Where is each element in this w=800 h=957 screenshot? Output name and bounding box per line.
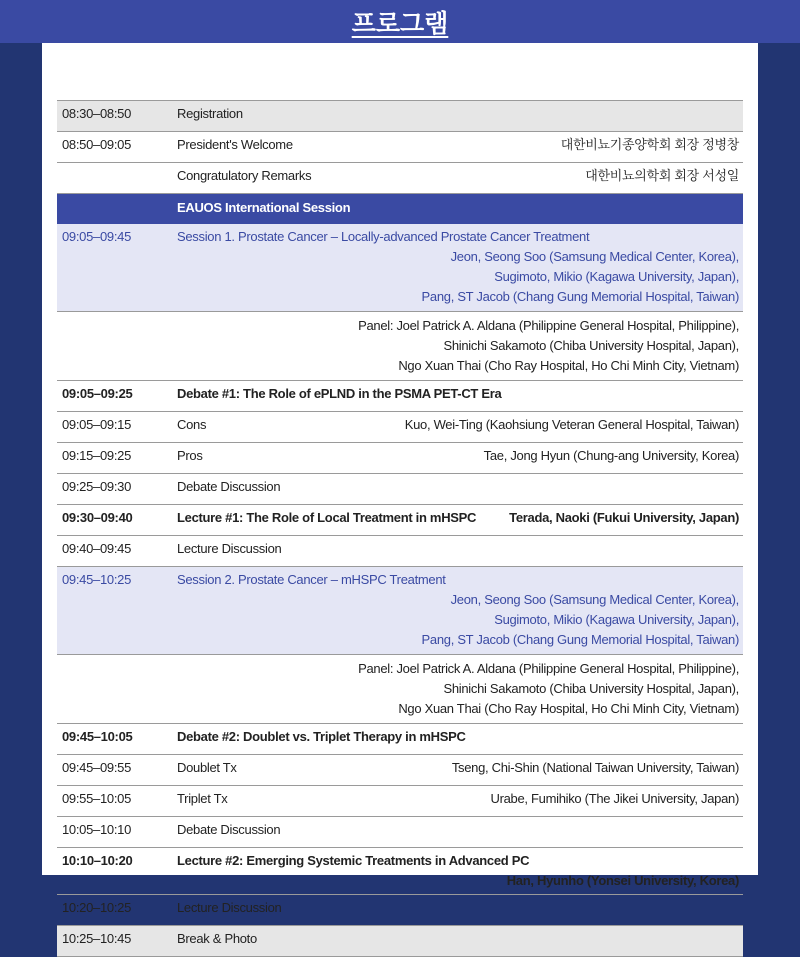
title-cell: Lecture Discussion (173, 536, 743, 567)
time-cell: 08:50–09:05 (57, 132, 173, 163)
table-row (57, 926, 743, 957)
panel-cell (173, 312, 743, 381)
table-row (57, 474, 743, 505)
session-title: Session 1. Prostate Cancer – Locally-advanced Prostate Cancer Treatment (177, 229, 590, 244)
row-title: President's Welcome (177, 137, 293, 152)
time-cell: 09:40–09:45 (57, 536, 173, 567)
row-title: Lecture #1: The Role of Local Treatment in mHSPC (177, 510, 477, 525)
panel-member: Shinichi Sakamoto (Chiba University Hospital, Japan), (443, 338, 739, 353)
panel-member: Ngo Xuan Thai (Cho Ray Hospital, Ho Chi Minh City, Vietnam) (398, 358, 739, 373)
time-cell: 10:10–10:20 (57, 848, 173, 895)
row-title: Lecture #2: Emerging Systemic Treatments in Advanced PC (177, 853, 530, 868)
time-cell: 10:20–10:25 (57, 895, 173, 926)
table-row (57, 724, 743, 755)
row-speaker: Kuo, Wei-Ting (Kaohsiung Veteran General Hospital, Taiwan) (404, 417, 739, 432)
time-cell: 10:05–10:10 (57, 817, 173, 848)
session-cell (173, 567, 743, 655)
table-row (57, 412, 743, 443)
session-chair: Jeon, Seong Soo (Samsung Medical Center, Korea), (450, 249, 739, 264)
panel-member: Panel: Joel Patrick A. Aldana (Philippine General Hospital, Philippine), (358, 318, 739, 333)
time-cell: 10:25–10:45 (57, 926, 173, 957)
row-title: Congratulatory Remarks (177, 168, 312, 183)
section-header-row (57, 194, 743, 225)
row-speaker: 대한비뇨의학회 회장 서성일 (585, 168, 739, 183)
time-cell: 09:45–09:55 (57, 755, 173, 786)
title-cell: Debate Discussion (173, 817, 743, 848)
row-speaker: Terada, Naoki (Fukui University, Japan) (509, 510, 739, 525)
panel-row (57, 655, 743, 724)
panel-row (57, 312, 743, 381)
table-row (57, 163, 743, 194)
session-chair: Pang, ST Jacob (Chang Gung Memorial Hospital, Taiwan) (421, 289, 739, 304)
time-cell: 09:30–09:40 (57, 505, 173, 536)
session-chair: Pang, ST Jacob (Chang Gung Memorial Hospital, Taiwan) (421, 632, 739, 647)
table-row (57, 381, 743, 412)
title-cell: Lecture Discussion (173, 895, 743, 926)
title-cell (173, 412, 743, 443)
row-speaker: 대한비뇨기종양학회 회장 정병창 (560, 137, 739, 152)
table-row (57, 895, 743, 926)
time-cell (57, 163, 173, 194)
time-cell: 08:30–08:50 (57, 101, 173, 132)
table-row (57, 755, 743, 786)
row-title: Cons (177, 417, 207, 432)
table-row (57, 848, 743, 895)
title-cell (173, 163, 743, 194)
page-header (0, 0, 800, 43)
panel-member: Panel: Joel Patrick A. Aldana (Philippine General Hospital, Philippine), (358, 661, 739, 676)
session-row (57, 567, 743, 655)
time-cell: 09:45–10:25 (57, 567, 173, 655)
row-title: Pros (177, 448, 203, 463)
title-cell: Debate Discussion (173, 474, 743, 505)
time-cell: 09:15–09:25 (57, 443, 173, 474)
title-cell (173, 505, 743, 536)
session-chair: Sugimoto, Mikio (Kagawa University, Japan), (494, 612, 739, 627)
panel-cell (173, 655, 743, 724)
session-chair: Jeon, Seong Soo (Samsung Medical Center, Korea), (450, 592, 739, 607)
panel-member: Shinichi Sakamoto (Chiba University Hospital, Japan), (443, 681, 739, 696)
time-cell: 09:55–10:05 (57, 786, 173, 817)
time-cell: 09:05–09:45 (57, 224, 173, 312)
time-cell: 09:45–10:05 (57, 724, 173, 755)
row-speaker: Han, Hyunho (Yonsei University, Korea) (506, 873, 739, 888)
session-chair: Sugimoto, Mikio (Kagawa University, Japan), (494, 269, 739, 284)
row-title: Doublet Tx (177, 760, 237, 775)
title-cell: Break & Photo (173, 926, 743, 957)
section-title: EAUOS International Session (173, 194, 743, 225)
title-cell: Debate #1: The Role of ePLND in the PSMA PET-CT Era (173, 381, 743, 412)
time-cell: 09:05–09:25 (57, 381, 173, 412)
row-speaker: Tseng, Chi-Shin (National Taiwan University, Taiwan) (451, 760, 739, 775)
title-cell (173, 755, 743, 786)
row-speaker: Tae, Jong Hyun (Chung-ang University, Korea) (483, 448, 739, 463)
session-row (57, 224, 743, 312)
title-cell: Registration (173, 101, 743, 132)
table-row (57, 101, 743, 132)
title-cell (173, 443, 743, 474)
panel-member: Ngo Xuan Thai (Cho Ray Hospital, Ho Chi Minh City, Vietnam) (398, 701, 739, 716)
time-cell (57, 655, 173, 724)
table-row (57, 817, 743, 848)
session-title: Session 2. Prostate Cancer – mHSPC Treatment (177, 572, 446, 587)
table-row (57, 132, 743, 163)
time-cell (57, 194, 173, 225)
time-cell: 09:05–09:15 (57, 412, 173, 443)
title-cell (173, 786, 743, 817)
row-title: Triplet Tx (177, 791, 228, 806)
program-table (57, 100, 743, 957)
session-cell (173, 224, 743, 312)
right-border (758, 0, 800, 875)
table-row (57, 505, 743, 536)
table-row (57, 536, 743, 567)
title-cell: Debate #2: Doublet vs. Triplet Therapy in mHSPC (173, 724, 743, 755)
title-cell (173, 132, 743, 163)
table-row (57, 786, 743, 817)
page-title: 프로그램 (351, 8, 449, 38)
left-border (0, 0, 42, 875)
time-cell: 09:25–09:30 (57, 474, 173, 505)
program-content (42, 43, 758, 946)
title-cell (173, 848, 743, 895)
table-row (57, 443, 743, 474)
row-speaker: Urabe, Fumihiko (The Jikei University, Japan) (490, 791, 739, 806)
time-cell (57, 312, 173, 381)
